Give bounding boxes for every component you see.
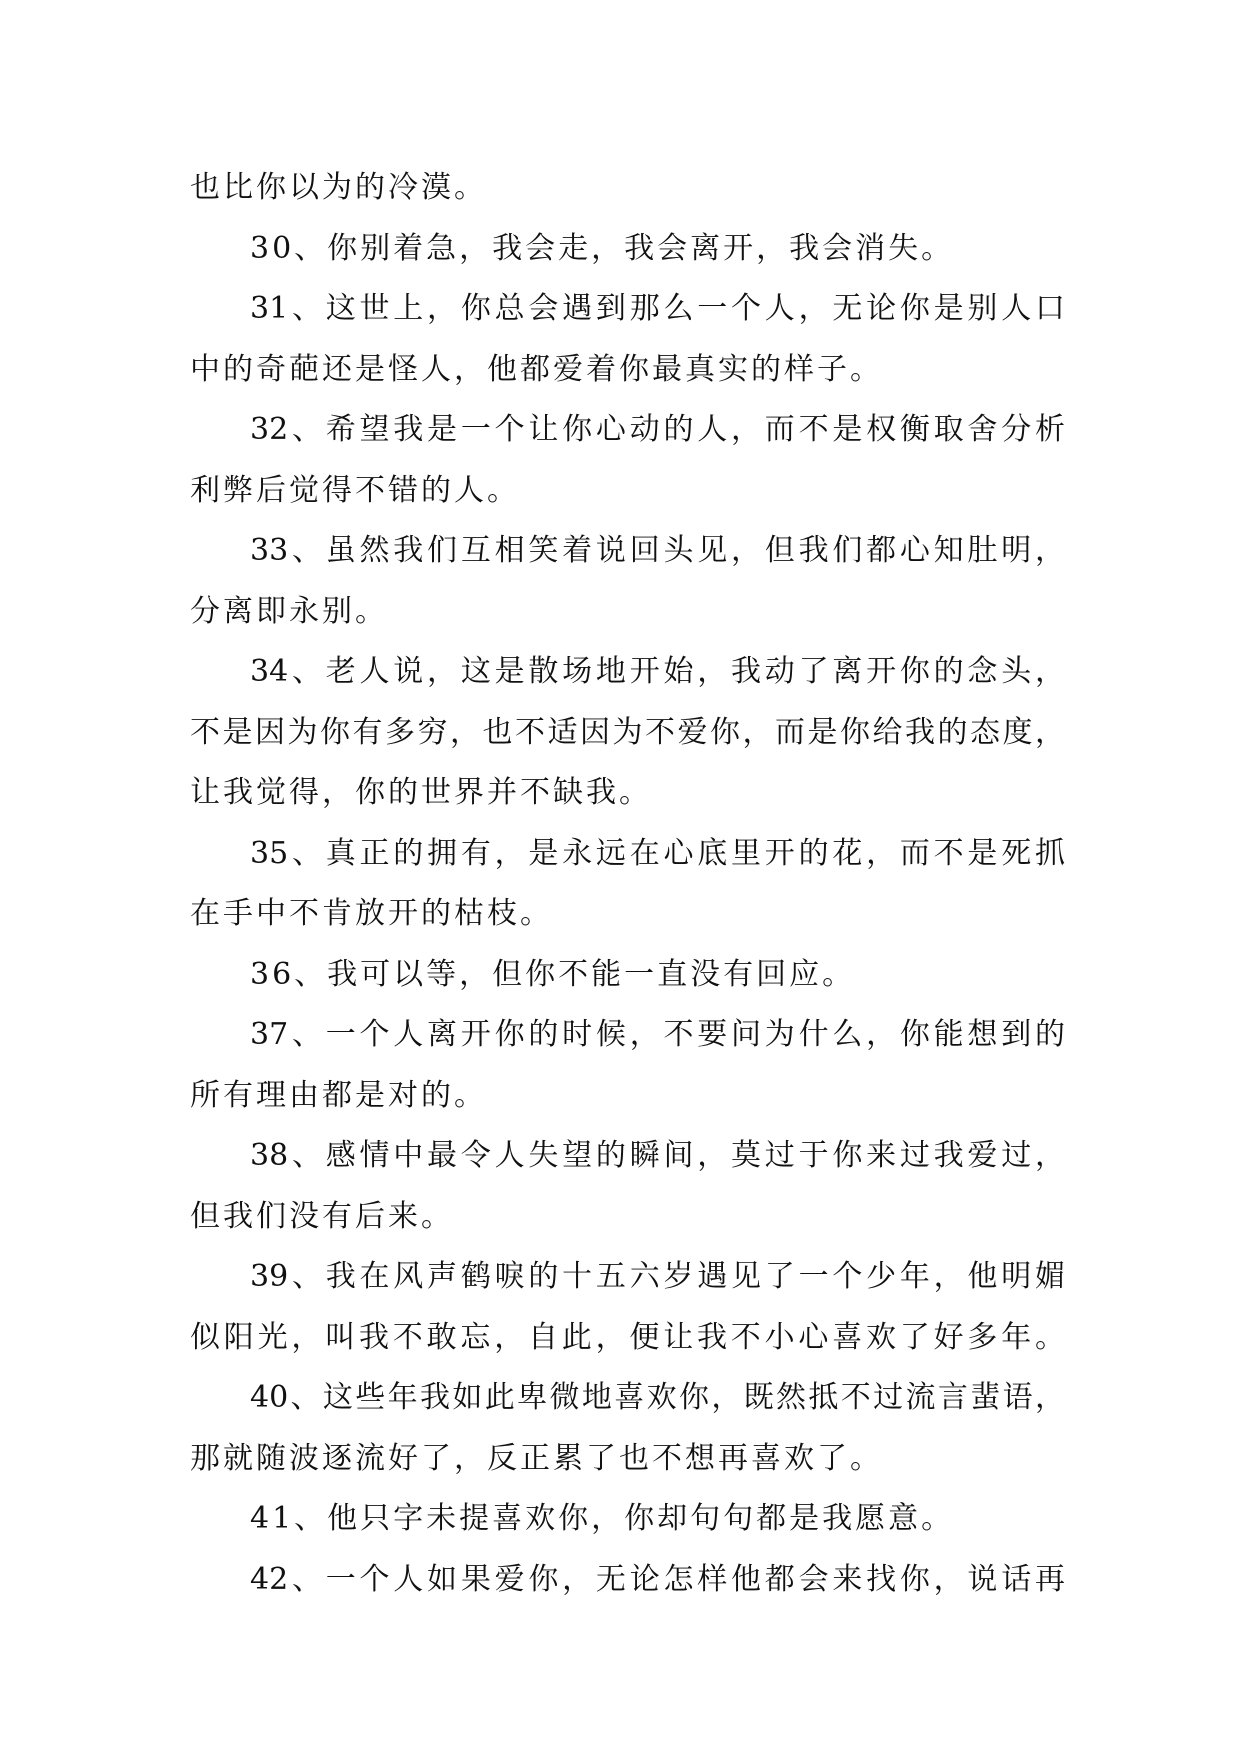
text-line: 分离即永别。	[190, 593, 388, 629]
text-line: 37、一个人离开你的时候，不要问为什么，你能想到的	[250, 1017, 1065, 1052]
text-line: 39、我在风声鹤唳的十五六岁遇见了一个少年，他明媚	[250, 1259, 1065, 1294]
text-line: 不是因为你有多穷，也不适因为不爱你，而是你给我的态度，	[190, 714, 1065, 750]
text-line: 也比你以为的冷漠。	[190, 170, 487, 205]
text-line: 40、这些年我如此卑微地喜欢你，既然抵不过流言蜚语，	[250, 1380, 1065, 1415]
text-line: 42、一个人如果爱你，无论怎样他都会来找你，说话再	[250, 1561, 1065, 1597]
text-line: 32、希望我是一个让你心动的人，而不是权衡取舍分析	[250, 412, 1065, 447]
text-line: 35、真正的拥有，是永远在心底里开的花，而不是死抓	[250, 835, 1065, 871]
text-line: 所有理由都是对的。	[190, 1077, 487, 1113]
text-line: 33、虽然我们互相笑着说回头见，但我们都心知肚明，	[250, 533, 1065, 568]
text-line: 在手中不肯放开的枯枝。	[190, 896, 553, 931]
text-line: 41、他只字未提喜欢你，你却句句都是我愿意。	[250, 1501, 955, 1536]
text-line: 34、老人说，这是散场地开始，我动了离开你的念头，	[250, 654, 1065, 689]
text-line: 中的奇葩还是怪人，他都爱着你最真实的样子。	[190, 351, 883, 387]
text-line: 30、你别着急，我会走，我会离开，我会消失。	[250, 230, 955, 266]
text-line: 31、这世上，你总会遇到那么一个人，无论你是别人口	[250, 291, 1065, 326]
text-line: 那就随波逐流好了，反正累了也不想再喜欢了。	[190, 1440, 883, 1476]
text-line: 36、我可以等，但你不能一直没有回应。	[250, 956, 856, 992]
text-line: 利弊后觉得不错的人。	[190, 472, 520, 508]
text-line: 让我觉得，你的世界并不缺我。	[190, 775, 652, 810]
text-line: 似阳光，叫我不敢忘，自此，便让我不小心喜欢了好多年。	[190, 1319, 1065, 1355]
text-line: 但我们没有后来。	[190, 1198, 454, 1234]
document-body	[190, 158, 1065, 1610]
text-line: 38、感情中最令人失望的瞬间，莫过于你来过我爱过，	[250, 1138, 1065, 1173]
